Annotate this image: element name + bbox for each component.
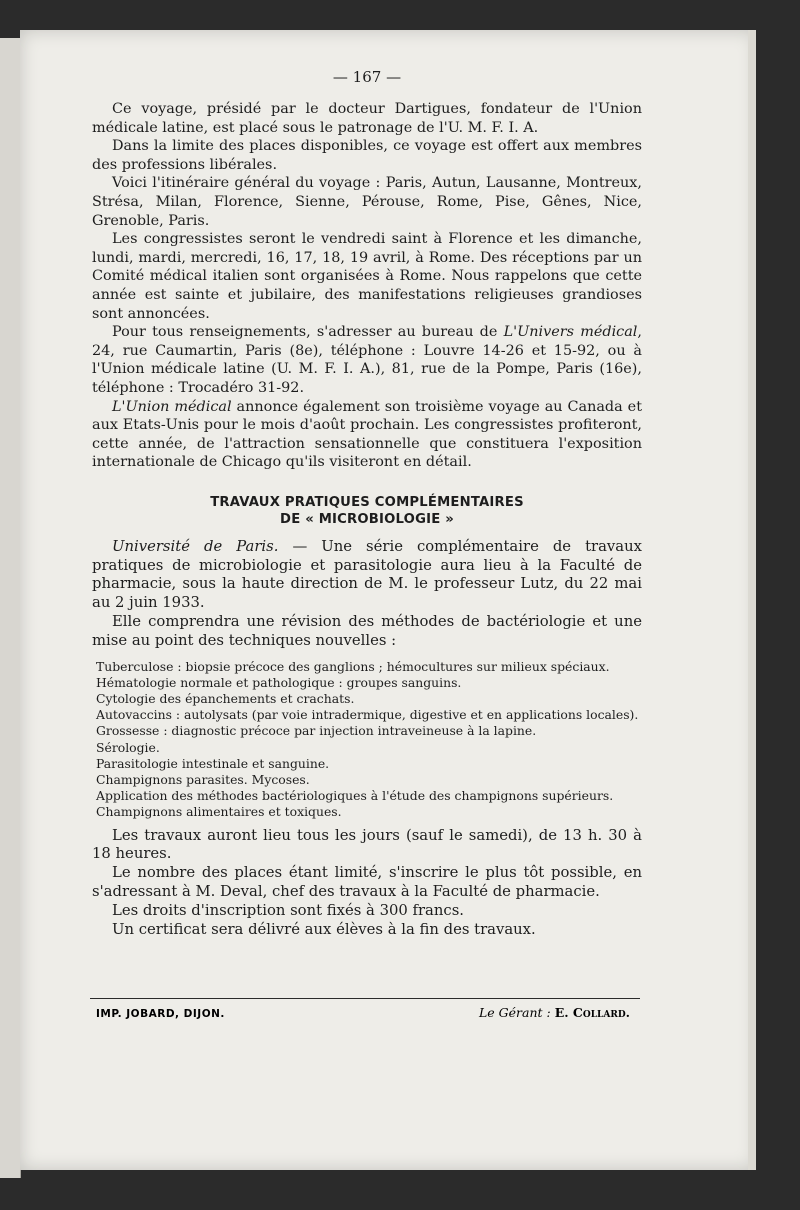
list-item: Champignons alimentaires et toxiques. bbox=[96, 804, 342, 820]
list-item: Sérologie. bbox=[96, 739, 160, 755]
list-item: Hématologie normale et pathologique : groupes sanguins. bbox=[96, 674, 462, 690]
paragraph-2: Dans la limite des places disponibles, ce voyage est offert aux membres des professions libérales. bbox=[92, 138, 642, 173]
list-item: Tuberculose : biopsie précoce des ganglions ; hémocultures sur milieux spéciaux. bbox=[96, 658, 610, 674]
gerant-signature bbox=[479, 1005, 630, 1020]
list-item: Autovaccins : autolysats (par voie intradermique, digestive et en applications locales). bbox=[96, 707, 639, 723]
paragraph-6-post: annonce également son troisième voyage au Canada et aux Etats-Unis pour le mois d'août prochain. Les congressistes profiteront, cette année, de l'attraction sensationnelle que constituera l'exposition internationale de Chicago qu'ils visiteront en détail. bbox=[92, 398, 642, 471]
paragraph-3: Voici l'itinéraire général du voyage : Paris, Autun, Lausanne, Montreux, Strésa, Milan, Florence, Sienne, Pérouse, Rome, Pise, Gênes, Nice, Grenoble, Paris. bbox=[92, 175, 642, 229]
paragraph-5-title: L'Univers médical bbox=[503, 324, 638, 341]
page-number: — 167 — bbox=[332, 68, 402, 86]
paragraph-5 bbox=[92, 323, 642, 397]
section-heading-line-1: TRAVAUX PRATIQUES COMPLÉMENTAIRES bbox=[210, 494, 524, 510]
paragraph-1: Ce voyage, présidé par le docteur Dartigues, fondateur de l'Union médicale latine, est placé sous le patronage de l'U. M. F. I. A. bbox=[92, 101, 642, 136]
list-item: Parasitologie intestinale et sanguine. bbox=[96, 755, 330, 771]
list-item: Champignons parasites. Mycoses. bbox=[96, 772, 310, 788]
section-paragraph-2-text: Elle comprendra une révision des méthodes de bactériologie et une mise au point des techniques nouvelles : bbox=[92, 613, 642, 649]
section-paragraph-1 bbox=[92, 538, 642, 613]
paragraph-6-title: L'Union médical bbox=[112, 398, 232, 415]
section-heading-line-2: DE « MICROBIOLOGIE » bbox=[280, 511, 454, 527]
section-paragraph-1-text: — Une série complémentaire de travaux pratiques de microbiologie et parasitologie aura lieu à la Faculté de pharmacie, sous la haute direction de M. le professeur Lutz, du 22 mai au 2 juin 1933. bbox=[92, 537, 642, 612]
list-item: Application des méthodes bactériologiques à l'étude des champignons supérieurs. bbox=[96, 788, 614, 804]
list-item: Cytologie des épanchements et crachats. bbox=[96, 691, 355, 707]
paragraph-4: Les congressistes seront le vendredi saint à Florence et les dimanche, lundi, mardi, mercredi, 16, 17, 18, 19 avril, à Rome. Des réceptions par un Comité médical italien sont organisées à Rome. Nous rappelons que cette année est sainte et jubilaire, des manifestations religieuses grandioses sont annoncées. bbox=[92, 231, 642, 322]
list-item: Grossesse : diagnostic précoce par injection intraveineuse à la lapine. bbox=[96, 723, 537, 739]
section-heading bbox=[92, 494, 642, 528]
closing-paragraph-2: Le nombre des places étant limité, s'inscrire le plus tôt possible, en s'adressant à M. Deval, chef des travaux à la Faculté de pharmacie. bbox=[92, 864, 642, 901]
page-edge bbox=[748, 30, 756, 1170]
paragraph-6 bbox=[92, 398, 642, 472]
gerant-name: E. Collard. bbox=[554, 1005, 630, 1020]
closing-paragraph-1: Les travaux auront lieu tous les jours (sauf le samedi), de 13 h. 30 à 18 heures. bbox=[92, 826, 642, 863]
gerant-label: Le Gérant : bbox=[478, 1005, 551, 1020]
section-paragraph-2 bbox=[92, 613, 642, 651]
paragraph-5-post: , 24, rue Caumartin, Paris (8e), téléphone : Louvre 14-26 et 15-92, ou à l'Union médicale latine (U. M. F. I. A.), 81, rue de la Pompe, Paris (16e), téléphone : Trocadéro 31-92. bbox=[92, 324, 642, 396]
university-name: Université de Paris. bbox=[112, 537, 279, 555]
techniques-list bbox=[92, 659, 642, 821]
page-footer bbox=[90, 998, 640, 1020]
paragraph-5-pre: Pour tous renseignements, s'adresser au bureau de bbox=[112, 324, 504, 341]
adjacent-page-edge bbox=[0, 38, 21, 1178]
closing-paragraph-3: Les droits d'inscription sont fixés à 300 francs. bbox=[112, 901, 464, 919]
page-content bbox=[92, 68, 642, 939]
closing-paragraph-4: Un certificat sera délivré aux élèves à la fin des travaux. bbox=[112, 920, 536, 938]
printer-imprint: IMP. JOBARD, DIJON. bbox=[96, 1008, 225, 1020]
